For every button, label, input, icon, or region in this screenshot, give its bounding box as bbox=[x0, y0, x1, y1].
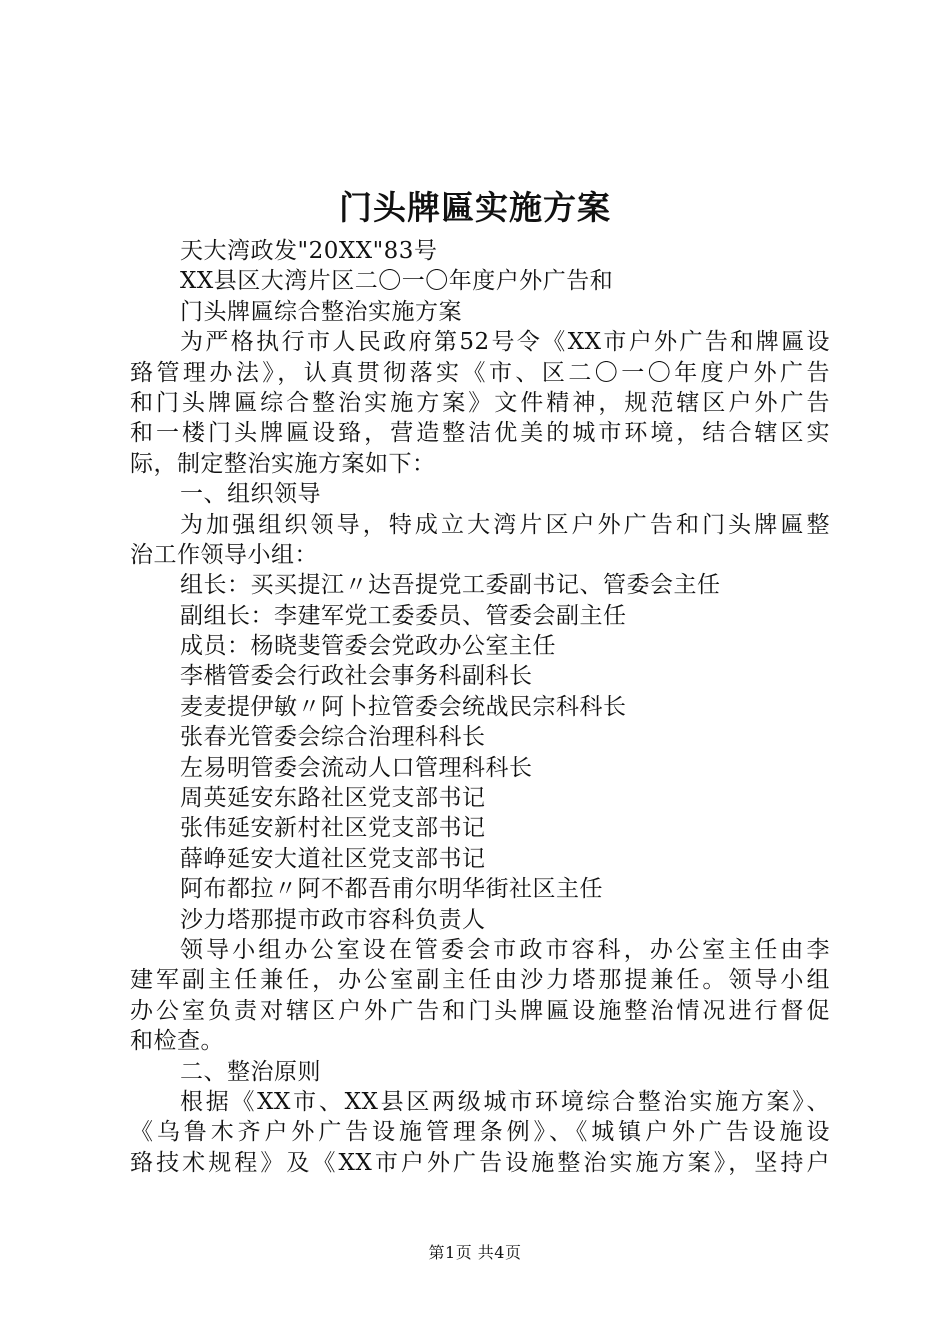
text-line: 为加强组织领导，特成立大湾片区户外广告和门头牌匾整 bbox=[180, 511, 830, 538]
text-line: 治工作领导小组： bbox=[130, 541, 318, 568]
text-line: 臵管理办法》，认真贯彻落实《市、区二〇一〇年度户外广告 bbox=[130, 359, 830, 386]
text-line: 和一楼门头牌匾设臵，营造整洁优美的城市环境，结合辖区实 bbox=[130, 420, 830, 447]
text-line: 麦麦提伊敏〃阿卜拉管委会统战民宗科科长 bbox=[180, 693, 627, 720]
text-line: 组长：买买提江〃达吾提党工委副书记、管委会主任 bbox=[180, 572, 721, 599]
text-line: 副组长：李建军党工委委员、管委会副主任 bbox=[180, 602, 627, 629]
text-line: 门头牌匾综合整治实施方案 bbox=[180, 298, 462, 325]
text-line: 周英延安东路社区党支部书记 bbox=[180, 785, 486, 812]
text-line: 臵技术规程》及《XX市户外广告设施整治实施方案》，坚持户 bbox=[130, 1149, 830, 1176]
text-line: 和检查。 bbox=[130, 1028, 224, 1055]
text-line: 李楷管委会行政社会事务科副科长 bbox=[180, 663, 533, 690]
text-line: 薛峥延安大道社区党支部书记 bbox=[180, 845, 486, 872]
document-body bbox=[130, 236, 830, 1178]
text-line: 天大湾政发"20XX"83号 bbox=[180, 238, 438, 264]
text-line: 左易明管委会流动人口管理科科长 bbox=[180, 754, 533, 781]
text-line: 成员：杨晓斐管委会党政办公室主任 bbox=[180, 633, 556, 660]
text-line: 阿布都拉〃阿不都吾甫尔明华街社区主任 bbox=[180, 876, 603, 903]
document-title: 门头牌匾实施方案 bbox=[339, 188, 611, 227]
text-line: 际，制定整治实施方案如下： bbox=[130, 450, 436, 477]
text-line: 为严格执行市人民政府第52号令《XX市户外广告和牌匾设 bbox=[180, 329, 830, 356]
text-line: 张春光管委会综合治理科科长 bbox=[180, 724, 486, 751]
text-line: 张伟延安新村社区党支部书记 bbox=[180, 815, 486, 842]
text-line: 根据《XX市、XX县区两级城市环境综合整治实施方案》、 bbox=[180, 1088, 830, 1115]
text-line: 领导小组办公室设在管委会市政市容科，办公室主任由李 bbox=[180, 936, 830, 963]
text-line: 二、整治原则 bbox=[180, 1058, 321, 1085]
page-footer: 第1页 共4页 bbox=[428, 1243, 522, 1262]
text-line: 一、组织领导 bbox=[180, 481, 321, 508]
text-line: 《乌鲁木齐户外广告设施管理条例》、《城镇户外广告设施设 bbox=[130, 1119, 830, 1146]
text-line: 和门头牌匾综合整治实施方案》文件精神，规范辖区户外广告 bbox=[130, 389, 830, 416]
text-line: 沙力塔那提市政市容科负责人 bbox=[180, 906, 486, 933]
text-line: 建军副主任兼任，办公室副主任由沙力塔那提兼任。领导小组 bbox=[130, 967, 830, 994]
text-line: 办公室负责对辖区户外广告和门头牌匾设施整治情况进行督促 bbox=[130, 997, 830, 1024]
text-line: XX县区大湾片区二〇一〇年度户外广告和 bbox=[180, 268, 614, 295]
